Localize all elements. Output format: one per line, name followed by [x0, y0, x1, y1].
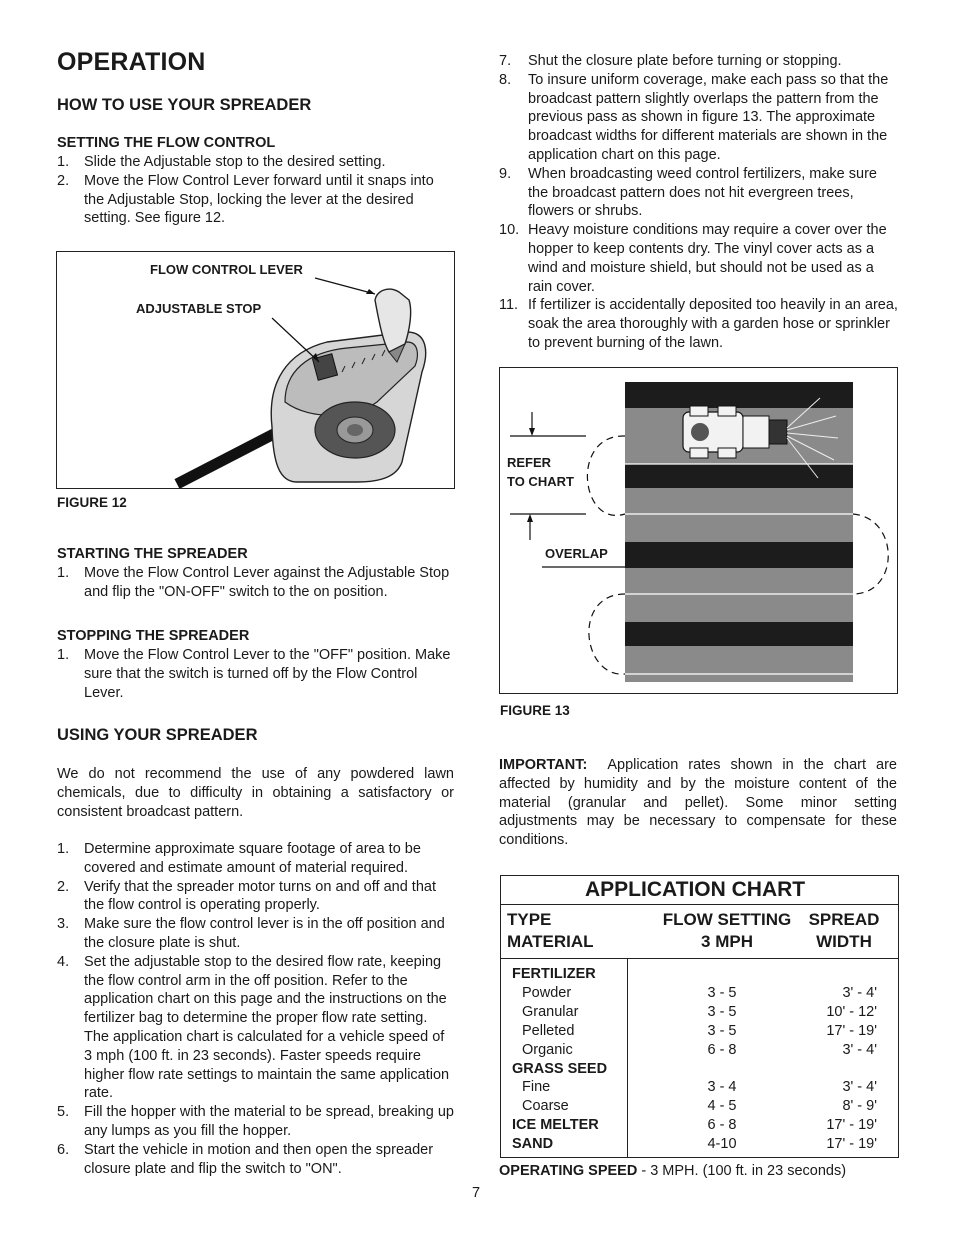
flow-control-lever-label: FLOW CONTROL LEVER: [150, 262, 303, 277]
figure-13: [499, 367, 898, 694]
flow-control-heading: SETTING THE FLOW CONTROL: [57, 135, 276, 151]
list-item: [499, 52, 898, 71]
list-item-number: 11.: [499, 297, 519, 314]
flow-setting-cell: 6 - 8: [707, 1117, 737, 1134]
figure-12-caption: FIGURE 12: [57, 495, 127, 510]
overlap-label: OVERLAP: [545, 546, 608, 561]
list-item-text: To insure uniform coverage, make each pass so that the broadcast pattern slightly overlaps the pattern from the previous pass as shown in figure 13. The approximate broadcast widths for different materials are shown in the application chart on this page.: [528, 71, 889, 163]
flow-setting-cell: 6 - 8: [707, 1041, 737, 1058]
list-item-text: When broadcasting weed control fertilizers, make sure the broadcast pattern does not hit evergreen trees, flowers or shrubs.: [528, 165, 877, 220]
list-item: [57, 1103, 455, 1141]
col-width-header: SPREAD WIDTH: [808, 910, 880, 951]
page-title: OPERATION: [57, 48, 206, 76]
flow-setting-cell: 3 - 5: [707, 984, 737, 1001]
how-to-use-heading: HOW TO USE YOUR SPREADER: [57, 96, 312, 114]
chart-title: APPLICATION CHART: [585, 878, 806, 901]
list-item-number: 3.: [57, 916, 70, 933]
adjustable-stop-label: ADJUSTABLE STOP: [136, 301, 262, 316]
list-item-text: Set the adjustable stop to the desired flow rate, keeping the flow control arm in the off position. Refer to the application chart on this page and the instructions on the fertilizer bag to determine the proper flow rate setting. The application chart is calculated for a vehicle speed of 3 mph (100 ft. in 23 seconds). Faster speeds require higher flow rate settings to maintain the same application rate.: [84, 953, 450, 1102]
using-intro: We do not recommend the use of any powdered lawn chemicals, due to difficulty in obtaining a satisfactory or consistent broadcast pattern.: [57, 766, 454, 820]
starting-steps: [57, 564, 455, 602]
page-number: 7: [472, 1185, 481, 1201]
flow-setting-cell: 4-10: [707, 1136, 737, 1153]
table-row: [501, 984, 898, 1003]
table-row: [501, 1022, 898, 1041]
col-type-header: TYPE MATERIAL: [507, 910, 594, 951]
refer-label-line2: TO CHART: [507, 474, 574, 489]
flow-setting-cell: 3 - 5: [707, 1022, 737, 1039]
list-item: [499, 221, 898, 296]
list-item-number: 1.: [57, 565, 70, 581]
stopping-steps: [57, 646, 455, 702]
list-item: [57, 153, 455, 172]
list-item-number: 1.: [57, 647, 70, 663]
list-item-text: Move the Flow Control Lever forward until it snaps into the Adjustable Stop, locking the lever at the desired setting. See figure 12.: [84, 172, 434, 227]
list-item-text: Move the Flow Control Lever to the "OFF" position. Make sure that the switch is turned off by the Flow Control Lever.: [84, 647, 451, 701]
important-note: [499, 756, 897, 850]
chart-title-divider: [501, 904, 898, 905]
material-cell: ICE MELTER: [512, 1117, 599, 1134]
material-cell: Organic: [522, 1041, 573, 1058]
list-item: [57, 1141, 455, 1179]
table-row: [501, 965, 898, 984]
material-cell: FERTILIZER: [512, 966, 596, 982]
using-steps-left: [57, 840, 455, 1178]
table-row: [501, 1097, 898, 1116]
operating-speed-label: OPERATING SPEED: [499, 1163, 638, 1179]
list-item: [57, 564, 455, 602]
list-item-number: 9.: [499, 165, 512, 182]
operating-speed-text: - 3 MPH. (100 ft. in 23 seconds): [637, 1163, 847, 1179]
list-item-number: 5.: [57, 1104, 70, 1121]
list-item-number: 4.: [57, 953, 70, 970]
list-item-number: 2.: [57, 172, 70, 189]
overlap-pattern-illustration: [500, 368, 897, 693]
chart-header-divider: [501, 958, 898, 959]
starting-heading: STARTING THE SPREADER: [57, 546, 248, 562]
list-item-number: 6.: [57, 1141, 70, 1158]
spread-width-cell: 17' - 19': [826, 1022, 877, 1039]
list-item: [57, 172, 455, 228]
spread-width-cell: 3' - 4': [842, 1079, 877, 1096]
list-item-number: 7.: [499, 53, 512, 69]
material-cell: SAND: [512, 1136, 554, 1153]
table-row: [501, 1078, 898, 1097]
spread-width-cell: 17' - 19': [826, 1117, 877, 1134]
table-row: [501, 1003, 898, 1022]
material-cell: Fine: [522, 1079, 551, 1096]
using-heading: USING YOUR SPREADER: [57, 726, 258, 744]
flow-setting-cell: 4 - 5: [707, 1098, 737, 1115]
flow-setting-cell: 3 - 4: [707, 1079, 737, 1096]
list-item: [57, 915, 455, 953]
spread-width-cell: 3' - 4': [842, 1041, 877, 1058]
stopping-heading: STOPPING THE SPREADER: [57, 628, 250, 644]
refer-label-line1: REFER: [507, 455, 552, 470]
list-item-number: 1.: [57, 154, 70, 170]
list-item-number: 10.: [499, 222, 520, 239]
list-item-text: Verify that the spreader motor turns on and off and that the flow control is operating properly.: [84, 878, 436, 914]
spreader-control-illustration: [57, 252, 454, 488]
list-item-text: Fill the hopper with the material to be spread, breaking up any lumps as you fill the hopper.: [84, 1104, 454, 1139]
figure-13-caption: FIGURE 13: [500, 703, 570, 718]
spread-width-cell: 10' - 12': [826, 1003, 877, 1020]
list-item-text: If fertilizer is accidentally deposited too heavily in an area, soak the area thoroughly with a garden hose or sprinkler to prevent burning of the lawn.: [528, 297, 898, 351]
figure-12: [56, 251, 455, 489]
list-item-text: Start the vehicle in motion and then open the spreader closure plate and flip the switch to "ON".: [84, 1141, 434, 1177]
list-item-text: Determine approximate square footage of area to be covered and estimate amount of material required.: [84, 841, 421, 876]
list-item-text: Heavy moisture conditions may require a cover over the hopper to keep contents dry. The vinyl cover acts as a wind and moisture shield, but should not be used as a rain cover.: [528, 222, 887, 295]
operating-speed: [499, 1163, 846, 1179]
list-item: [57, 953, 455, 1103]
list-item-number: 1.: [57, 841, 70, 857]
list-item: [57, 840, 455, 878]
list-item-text: Make sure the flow control lever is in the off position and the closure plate is shut.: [84, 916, 445, 951]
list-item: [499, 71, 898, 165]
list-item-number: 2.: [57, 878, 70, 895]
material-cell: Granular: [522, 1003, 579, 1020]
application-chart: [500, 875, 899, 1158]
list-item-text: Move the Flow Control Lever against the Adjustable Stop and flip the "ON-OFF" switch to the on position.: [84, 565, 450, 600]
list-item: [57, 646, 455, 702]
important-label: IMPORTANT:: [499, 757, 588, 773]
using-steps-right: [499, 52, 898, 353]
table-row: [501, 1116, 898, 1135]
list-item: [499, 296, 898, 352]
list-item-text: Shut the closure plate before turning or stopping.: [528, 53, 842, 69]
spread-width-cell: 17' - 19': [826, 1136, 877, 1153]
material-cell: Coarse: [522, 1098, 569, 1115]
important-text: Application rates shown in the chart are affected by humidity and by the moisture content of the material (granular and pellet). Some minor setting adjustments may be necessary to compensate for these conditions.: [499, 757, 897, 849]
flow-control-steps: [57, 153, 455, 228]
list-item: [57, 878, 455, 916]
table-row: [501, 1060, 898, 1079]
list-item: [499, 165, 898, 221]
flow-setting-cell: 3 - 5: [707, 1003, 737, 1020]
table-row: [501, 1135, 898, 1154]
material-cell: Pelleted: [522, 1022, 575, 1039]
list-item-text: Slide the Adjustable stop to the desired setting.: [84, 154, 386, 170]
col-flow-header: FLOW SETTING 3 MPH: [662, 910, 792, 951]
spread-width-cell: 3' - 4': [842, 984, 877, 1001]
material-cell: GRASS SEED: [512, 1060, 608, 1077]
spread-width-cell: 8' - 9': [842, 1098, 877, 1115]
table-row: [501, 1041, 898, 1060]
material-cell: Powder: [522, 984, 572, 1001]
list-item-number: 8.: [499, 71, 512, 88]
